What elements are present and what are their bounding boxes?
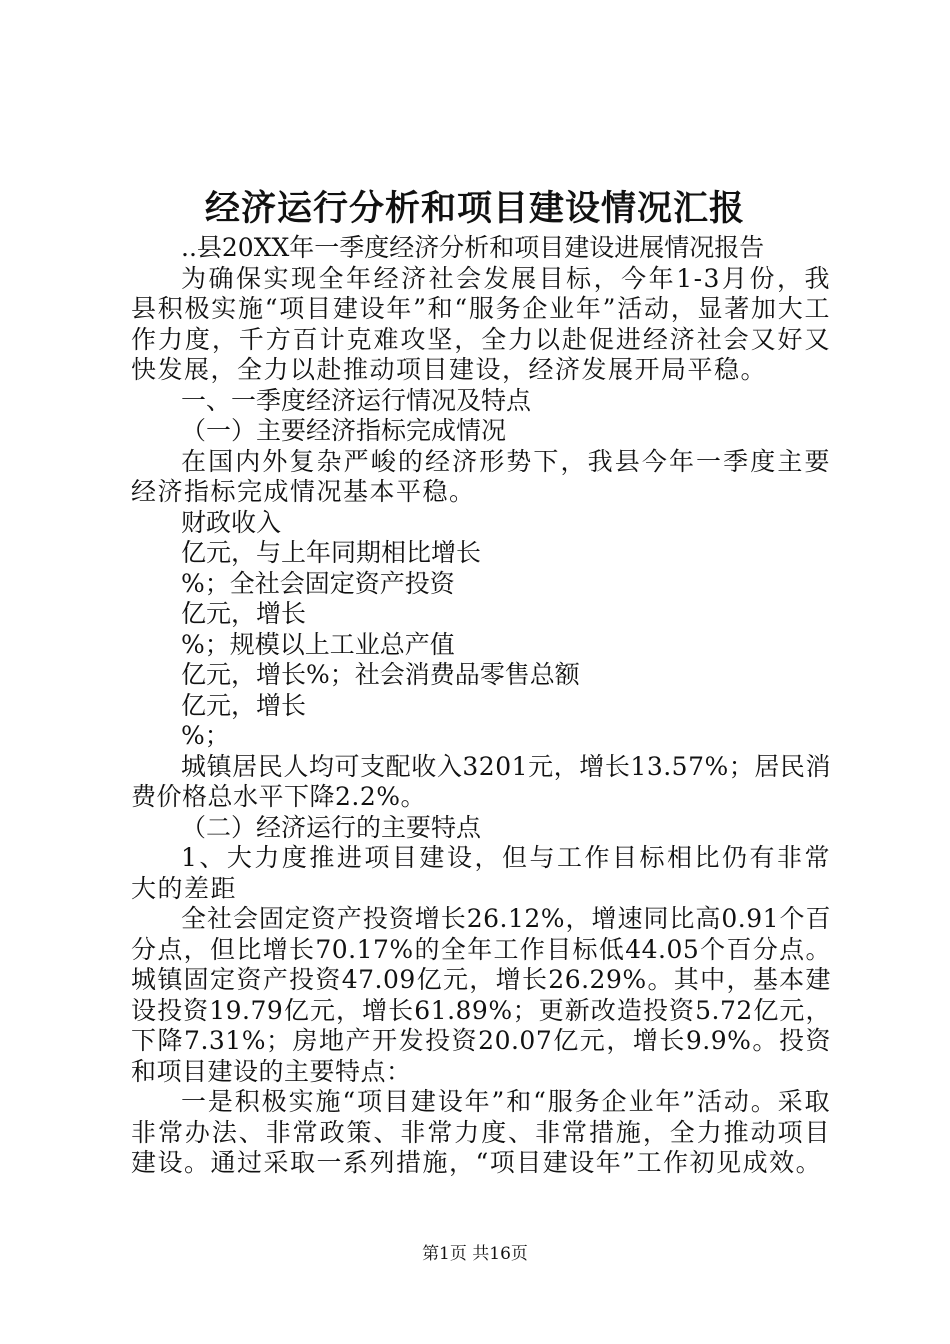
paragraph-project-year-activity: 一是积极实施“项目建设年”和“服务企业年”活动。采取非常办法、非常政策、非常力度、非常措施，全力推动项目建设。通过采取一系列措施，“项目建设年”工作初见成效。: [131, 1087, 831, 1177]
paragraph-economic-situation: 在国内外复杂严峻的经济形势下，我县今年一季度主要经济指标完成情况基本平稳。: [131, 446, 831, 506]
paragraph-project-construction: 1、大力度推进项目建设，但与工作目标相比仍有非常大的差距: [131, 843, 831, 903]
subsection-heading-1: （一）主要经济指标完成情况: [181, 416, 507, 445]
page-number-footer: 第1页 共16页: [422, 1244, 528, 1264]
paragraph-fiscal-growth: 亿元，与上年同期相比增长: [181, 538, 482, 567]
paragraph-investment-growth: 亿元，增长: [181, 599, 307, 628]
paragraph-investment-details: 全社会固定资产投资增长26.12%，增速同比高0.91个百分点，但比增长70.17%的全年工作目标低44.05个百分点。城镇固定资产投资47.09亿元，增长26.29%。其中，基本建设投资19.79亿元，增长61.89%；更新改造投资5.72亿元，下降7.31%；房地产开发投资20.07亿元，增长9.9%。投资和项目建设的主要特点：: [131, 904, 831, 1086]
paragraph-retail-growth: 亿元，增长: [181, 690, 307, 720]
paragraph-report-subtitle: ..县20XX年一季度经济分析和项目建设进展情况报告: [181, 233, 765, 262]
paragraph-percent: %；: [181, 721, 230, 750]
document-body: [131, 233, 831, 1179]
paragraph-fixed-investment: %；全社会固定资产投资: [181, 568, 455, 598]
paragraph-fiscal-revenue: 财政收入: [181, 507, 282, 537]
paragraph-intro: 为确保实现全年经济社会发展目标，今年1-3月份，我县积极实施“项目建设年”和“服务企业年”活动，显著加大工作力度，千方百计克难攻坚，全力以赴促进经济社会又好又快发展，全力以赴推动项目建设，经济发展开局平稳。: [131, 263, 831, 384]
paragraph-industrial-output: %；规模以上工业总产值: [181, 629, 455, 659]
subsection-heading-2: （二）经济运行的主要特点: [181, 812, 482, 842]
document-title: 经济运行分析和项目建设情况汇报: [204, 188, 745, 229]
paragraph-urban-income: 城镇居民人均可支配收入3201元，增长13.57%；居民消费价格总水平下降2.2%。: [131, 751, 831, 811]
section-heading-1: 一、一季度经济运行情况及特点: [181, 385, 532, 415]
paragraph-retail-sales: 亿元，增长%；社会消费品零售总额: [181, 660, 580, 689]
